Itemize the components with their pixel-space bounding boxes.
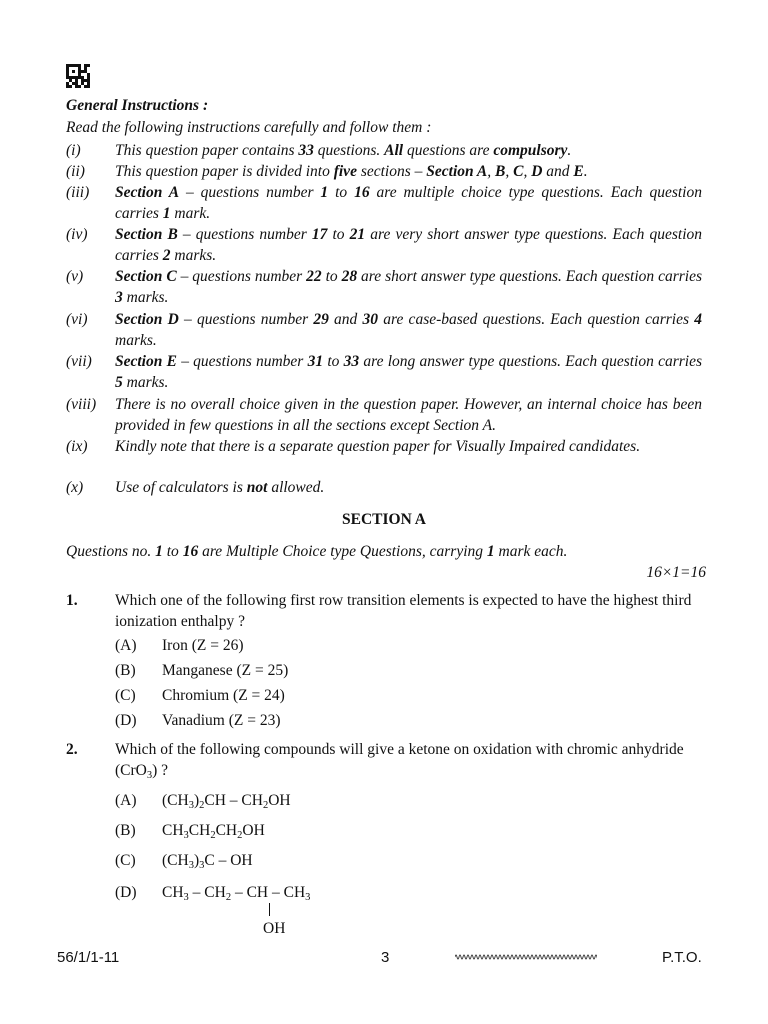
option-label: (B) <box>115 822 136 839</box>
instruction-text: Section B – questions number 17 to 21 are very short answer type questions. Each question carries 2 marks. <box>115 226 703 264</box>
paper-code: 56/1/1-11 <box>57 949 120 966</box>
instruction-item <box>66 224 702 266</box>
instruction-item <box>66 351 702 393</box>
section-a-note <box>66 541 706 581</box>
instruction-item <box>66 182 702 224</box>
instruction-number: (x) <box>66 479 84 496</box>
instruction-item <box>66 394 702 436</box>
wavy-line-decoration <box>455 952 597 962</box>
section-a-title: SECTION A <box>342 511 426 528</box>
section-a-marks: 16×1=16 <box>646 564 706 581</box>
q1-option-c <box>115 685 285 706</box>
option-text: Manganese (Z = 25) <box>162 662 289 679</box>
instruction-item <box>66 436 702 457</box>
instruction-text: Use of calculators is not allowed. <box>115 479 325 496</box>
option-label: (B) <box>115 662 136 679</box>
instruction-item <box>66 140 702 161</box>
instruction-text: Section C – questions number 22 to 28 are short answer type questions. Each question carries 3 marks. <box>115 268 702 306</box>
option-label: (C) <box>115 852 136 869</box>
q2-option-a <box>115 790 291 816</box>
option-label: (D) <box>115 884 137 901</box>
instruction-number: (ix) <box>66 438 88 455</box>
q1-option-a <box>115 635 243 656</box>
instruction-number: (viii) <box>66 396 97 413</box>
pto-label: P.T.O. <box>662 949 702 966</box>
instruction-text: There is no overall choice given in the question paper. However, an internal choice has been provided in few questions in all the sections except Section A. <box>115 396 702 434</box>
instruction-number: (iv) <box>66 226 88 243</box>
option-label: (C) <box>115 687 136 704</box>
option-text: $(CH_3)_2CH - CH_2OH$ <box>162 792 291 811</box>
instruction-number: (v) <box>66 268 84 285</box>
instruction-item <box>66 161 702 182</box>
option-label: (A) <box>115 637 137 654</box>
instruction-item <box>66 266 702 308</box>
instruction-number: (iii) <box>66 184 90 201</box>
q1-option-d <box>115 710 281 731</box>
q2-option-b <box>115 820 265 846</box>
option-text: $(CH_3)_3C$ – OH <box>162 852 253 871</box>
general-instructions-title: General Instructions : <box>66 97 209 114</box>
instruction-number: (ii) <box>66 163 85 180</box>
hydroxyl-substituent: OH <box>263 920 286 937</box>
q2-option-d <box>115 882 310 908</box>
instruction-item <box>66 309 702 351</box>
instruction-text: This question paper contains 33 questions. All questions are compulsory. <box>115 142 572 159</box>
instruction-number: (vi) <box>66 311 88 328</box>
question-2 <box>66 739 706 786</box>
section-a-note-text: Questions no. 1 to 16 are Multiple Choice type Questions, carrying 1 mark each. <box>66 543 568 560</box>
page-number: 3 <box>381 949 390 966</box>
general-instructions-intro: Read the following instructions carefully and follow them : <box>66 119 432 136</box>
question-text: Which of the following compounds will give a ketone on oxidation with chromic anhydride (CrO$_3$) ? <box>115 741 684 781</box>
q2-option-c <box>115 850 253 876</box>
question-number: 2. <box>66 741 78 758</box>
instruction-number: (i) <box>66 142 81 159</box>
instruction-item <box>66 477 702 498</box>
question-number: 1. <box>66 592 78 609</box>
instruction-number: (vii) <box>66 353 92 370</box>
bond-line <box>269 903 270 916</box>
option-label: (A) <box>115 792 137 809</box>
option-text: $CH_3 - CH_2$ – CH – $CH_3$ <box>162 884 311 903</box>
instruction-text: Section E – questions number 31 to 33 are long answer type questions. Each question carries 5 marks. <box>115 353 702 391</box>
option-text: Chromium (Z = 24) <box>162 687 285 704</box>
qr-code <box>66 64 90 88</box>
option-label: (D) <box>115 712 137 729</box>
option-text: Iron (Z = 26) <box>162 637 244 654</box>
instruction-text: Section D – questions number 29 and 30 are case-based questions. Each question carries 4 marks. <box>115 311 702 349</box>
question-1 <box>66 590 706 632</box>
instruction-text: This question paper is divided into five sections – Section A, B, C, D and E. <box>115 163 588 180</box>
question-text: Which one of the following first row transition elements is expected to have the highest third ionization enthalpy ? <box>115 592 692 630</box>
q1-option-b <box>115 660 288 681</box>
option-text: $CH_3CH_2CH_2OH$ <box>162 822 265 841</box>
option-text: Vanadium (Z = 23) <box>162 712 281 729</box>
instruction-text: Kindly note that there is a separate question paper for Visually Impaired candidates. <box>115 438 641 455</box>
instruction-text: Section A – questions number 1 to 16 are multiple choice type questions. Each question carries 1 mark. <box>115 184 702 222</box>
